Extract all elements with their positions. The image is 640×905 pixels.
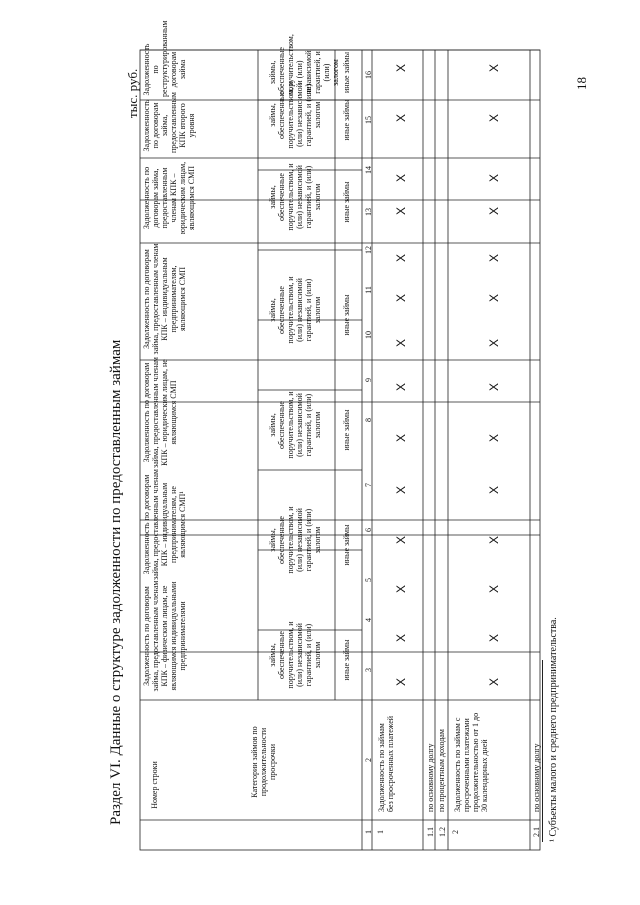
colnum-2: 2 bbox=[364, 758, 373, 762]
colnum-5: 5 bbox=[364, 578, 373, 582]
colnum-9: 9 bbox=[364, 378, 373, 382]
colnum-13: 13 bbox=[364, 208, 373, 216]
row-num-2-1: 2.1 bbox=[532, 827, 541, 837]
mark-r1-c7: X bbox=[394, 486, 408, 495]
mark-r2-c8: X bbox=[487, 434, 501, 443]
colnum-8: 8 bbox=[364, 418, 373, 422]
mark-r1-c4: X bbox=[394, 634, 408, 643]
colnum-6: 6 bbox=[364, 528, 373, 532]
sub-other-2: иные займы bbox=[342, 524, 351, 566]
mark-r1-c6: X bbox=[394, 536, 408, 545]
sub-other-7: иные займы bbox=[342, 52, 351, 93]
mark-r1-c9: X bbox=[394, 383, 408, 392]
colnum-10: 10 bbox=[364, 331, 373, 339]
sub-secured-4: займы, обеспеченные поручительством, и (или) независимой гарантией, и (или) залогом bbox=[268, 276, 322, 344]
row-num-1: 1 bbox=[376, 830, 385, 834]
row-num-2: 2 bbox=[451, 830, 460, 834]
sub-secured-1: займы, обеспеченные поручительством, и (или) независимой гарантией, и (или) залогом bbox=[268, 621, 322, 689]
group-header-7: Задолженность по реструктурированным договорам займа bbox=[142, 20, 187, 97]
row-label-2-1: по основному долгу bbox=[532, 743, 541, 812]
sub-secured-2: займы, обеспеченные поручительством, и (или) независимой гарантией, и (или) залогом bbox=[268, 506, 322, 574]
mark-r1-c8: X bbox=[394, 434, 408, 443]
sub-secured-6: займы, обеспеченные поручительством, и (или) независимой гарантией, и (или) залогом bbox=[268, 81, 322, 149]
page-number: 18 bbox=[574, 77, 589, 90]
sub-other-5: иные займы bbox=[342, 181, 351, 223]
sub-other-6: иные займы bbox=[342, 99, 351, 141]
units-label: тыс. руб. bbox=[125, 68, 140, 118]
mark-r2-c4: X bbox=[487, 634, 501, 643]
mark-r1-c3: X bbox=[394, 678, 408, 687]
sub-secured-7: займы, обеспеченные поручительством, и (или) независимой гарантией, и (или) залогом bbox=[268, 34, 340, 95]
row-label-1-2: по процентным доходам bbox=[437, 729, 446, 812]
mark-r2-c3: X bbox=[487, 678, 501, 687]
mark-r1-c15: X bbox=[394, 114, 408, 123]
sub-secured-3: займы, обеспеченные поручительством, и (или) независимой гарантией, и (или) залогом bbox=[268, 391, 322, 459]
colnum-7: 7 bbox=[364, 483, 373, 487]
mark-r2-c9: X bbox=[487, 383, 501, 392]
row-label-1-1: по основному долгу bbox=[426, 743, 435, 812]
group-header-5: Задолженность по договорам займа, предоставленным членам КПК – юридическим лицам, являющимся СМП bbox=[142, 161, 196, 235]
mark-r2-c6: X bbox=[487, 536, 501, 545]
group-header-2: Задолженность по договорам займа, предоставленным членам КПК – индивидуальным предпринимателям, не являющимся СМП¹ bbox=[142, 469, 187, 580]
mark-r2-c12: X bbox=[487, 254, 501, 263]
row-label-1: Задолженность по займам без просроченных платежей bbox=[377, 715, 395, 812]
group-header-4: Задолженность по договорам займа, предоставленным членам КПК – индивидуальным предпринимателям, являющимся СМП bbox=[142, 243, 187, 355]
sub-other-3: иные займы bbox=[342, 409, 351, 451]
header-row-number: Номер строки bbox=[150, 761, 159, 809]
mark-r1-c16: X bbox=[394, 64, 408, 73]
mark-r2-c15: X bbox=[487, 114, 501, 123]
mark-r2-c14: X bbox=[487, 174, 501, 183]
mark-r1-c13: X bbox=[394, 207, 408, 216]
mark-r1-c10: X bbox=[394, 339, 408, 348]
sub-other-1: иные займы bbox=[342, 639, 351, 681]
group-header-3: Задолженность по договорам займа, предоставленным членам КПК – юридическим лицам, не являющимся СМП bbox=[142, 357, 178, 468]
mark-r2-c11: X bbox=[487, 294, 501, 303]
mark-r1-c5: X bbox=[394, 585, 408, 594]
colnum-4: 4 bbox=[364, 618, 373, 622]
colnum-14: 14 bbox=[364, 166, 373, 174]
sub-secured-5: займы, обеспеченные поручительством, и (или) независимой гарантией, и (или) залогом bbox=[268, 163, 322, 231]
header-category: Категории займов по продолжительности просрочки bbox=[250, 726, 277, 798]
mark-r1-c12: X bbox=[394, 254, 408, 263]
mark-r1-c14: X bbox=[394, 174, 408, 183]
mark-r2-c7: X bbox=[487, 486, 501, 495]
mark-r2-c16: X bbox=[487, 64, 501, 73]
group-header-1: Задолженность по договорам займа, предоставленным членам КПК – физическим лицам, не являющимся индивидуальными предпринимателями bbox=[142, 580, 187, 692]
mark-r2-c5: X bbox=[487, 585, 501, 594]
page-title: Раздел VI. Данные о структуре задолженности по предоставленным займам bbox=[108, 339, 124, 825]
row-num-1-1: 1.1 bbox=[426, 827, 435, 837]
mark-r2-c13: X bbox=[487, 207, 501, 216]
footnote: ¹ Субъекты малого и среднего предпринимательства. bbox=[548, 617, 559, 842]
colnum-12: 12 bbox=[364, 246, 373, 254]
colnum-1: 1 bbox=[364, 830, 373, 834]
mark-r2-c10: X bbox=[487, 339, 501, 348]
sub-other-4: иные займы bbox=[342, 294, 351, 336]
colnum-11: 11 bbox=[364, 286, 373, 294]
group-header-6: Задолженность по договорам займа, предоставленным КПК второго уровня bbox=[142, 92, 196, 153]
mark-r1-c11: X bbox=[394, 294, 408, 303]
colnum-15: 15 bbox=[364, 116, 373, 124]
row-num-1-2: 1.2 bbox=[438, 827, 447, 837]
colnum-3: 3 bbox=[364, 668, 373, 672]
colnum-16: 16 bbox=[364, 71, 373, 79]
row-label-2: Задолженность по займам с просроченными платежами продолжительностью от 1 до 30 календарных дней bbox=[453, 712, 489, 812]
